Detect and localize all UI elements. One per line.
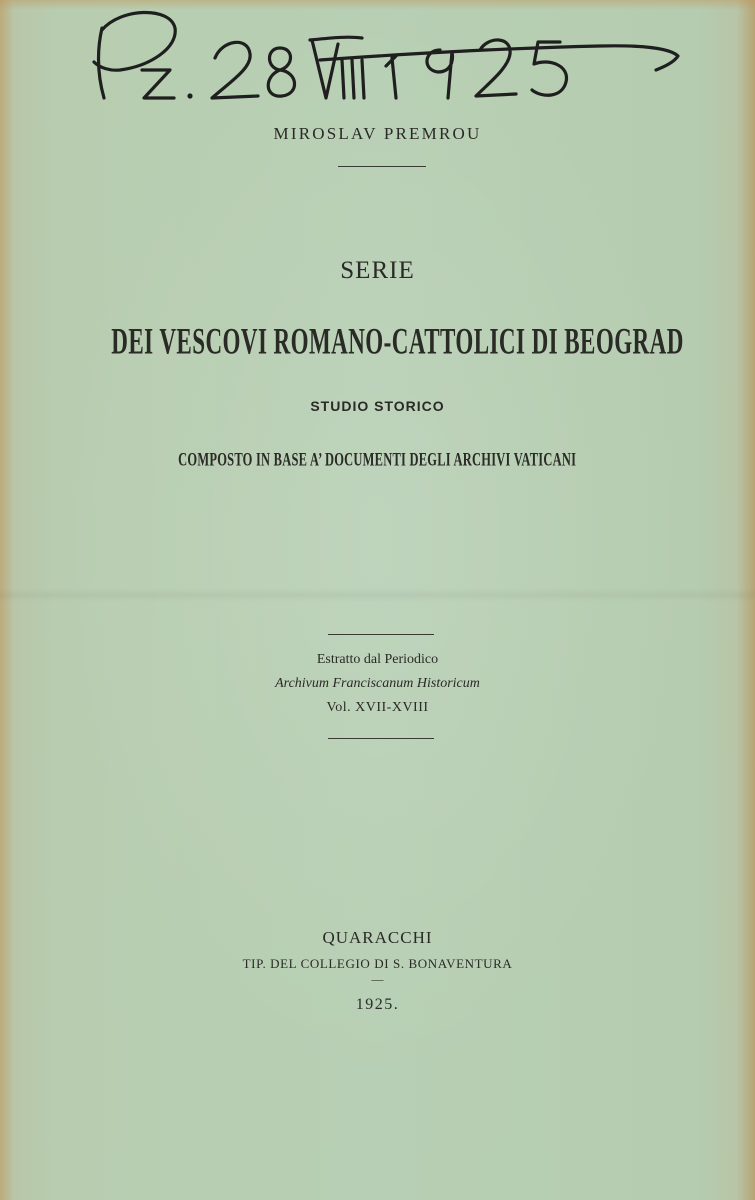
subtitle: STUDIO STORICO: [310, 398, 445, 414]
composition-note-text: COMPOSTO IN BASE A’ DOCUMENTI DEGLI ARCHIVI VATICANI: [178, 450, 577, 471]
volume: Vol. XVII-XVIII: [326, 700, 429, 715]
imprint-year: 1925.: [355, 996, 400, 1013]
journal-title: Archivum Franciscanum Historicum: [275, 676, 480, 691]
title-line-2: [0, 320, 755, 362]
paper-fold: [0, 588, 755, 602]
extract-rule-bottom: [328, 738, 434, 739]
title-line-2-text: DEI VESCOVI ROMANO-CATTOLICI DI BEOGRAD: [111, 320, 684, 362]
composition-note: [0, 450, 755, 471]
title-line-1: SERIE: [340, 257, 415, 284]
extract-rule-top: [328, 634, 434, 635]
handwritten-annotation: [80, 0, 680, 110]
author-name: MIROSLAV PREMROU: [273, 124, 482, 143]
imprint-printer: TIP. DEL COLLEGIO DI S. BONAVENTURA: [242, 956, 513, 971]
extract-line-1: Estratto dal Periodico: [316, 652, 439, 667]
imprint-dash: —: [371, 972, 384, 986]
imprint-city: QUARACCHI: [322, 928, 433, 947]
author-rule: [338, 166, 426, 167]
